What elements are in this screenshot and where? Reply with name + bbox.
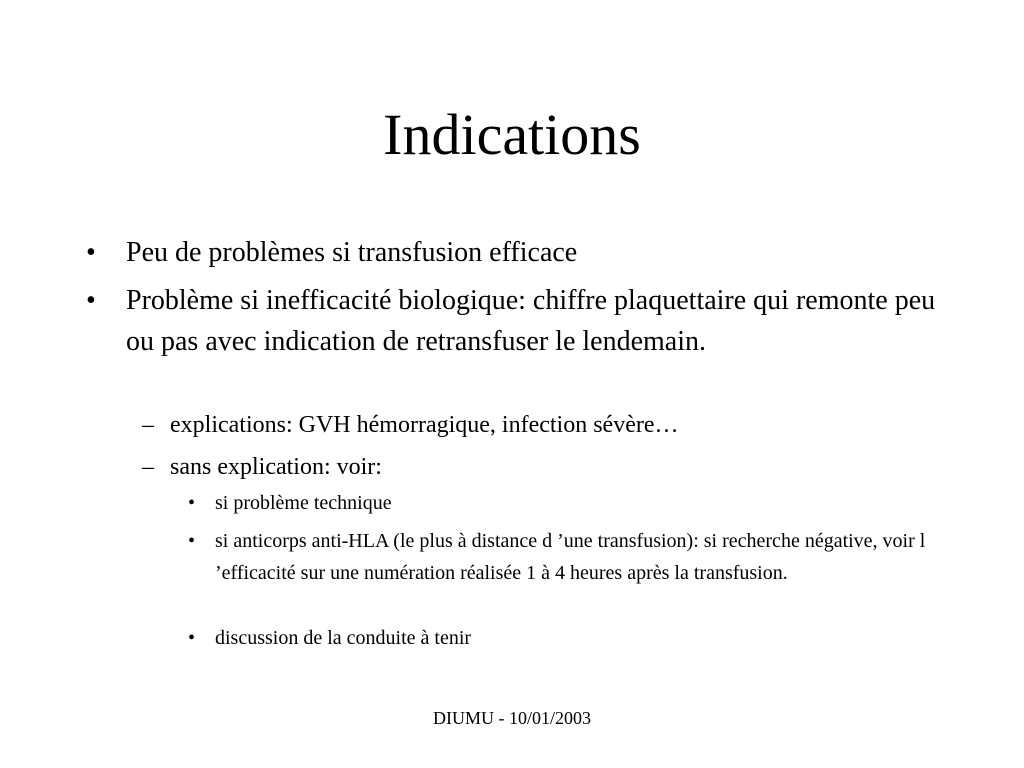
bullet-marker: • xyxy=(86,237,96,268)
sub-bullet-item xyxy=(142,410,950,440)
bullet-text: Peu de problèmes si transfusion efficace xyxy=(126,237,578,268)
sub-bullet-text: sans explication: voir: xyxy=(170,454,382,480)
bullet-marker: • xyxy=(188,530,196,552)
bullet-marker: • xyxy=(188,627,196,649)
dash-marker: – xyxy=(142,412,154,438)
bullet-text: Problème si inefficacité biologique: chiffre plaquettaire qui remonte peu ou pas avec indication de retransfuser le lendemain. xyxy=(126,285,936,357)
bullet-marker: • xyxy=(86,285,96,316)
bullet-item xyxy=(86,280,946,362)
sub-sub-bullet-text: si anticorps anti-HLA (le plus à distance d ’une transfusion): si recherche négative, voir l ’efficacité sur une numération réalisée 1 à 4 heures après la transfusion. xyxy=(215,530,926,584)
footer-text: DIUMU - 10/01/2003 xyxy=(433,708,591,728)
sub-sub-bullet-text: si problème technique xyxy=(215,492,392,514)
bullet-item xyxy=(86,232,946,273)
dash-marker: – xyxy=(142,454,154,480)
slide-title: Indications xyxy=(383,102,641,167)
sub-sub-bullet-item xyxy=(188,622,955,654)
sub-sub-bullet-item xyxy=(188,525,955,589)
sub-sub-bullet-text: discussion de la conduite à tenir xyxy=(215,627,472,649)
sub-sub-bullet-item xyxy=(188,487,955,519)
sub-bullet-text: explications: GVH hémorragique, infection sévère… xyxy=(170,412,679,438)
bullet-marker: • xyxy=(188,492,196,514)
sub-bullet-item xyxy=(142,452,950,482)
